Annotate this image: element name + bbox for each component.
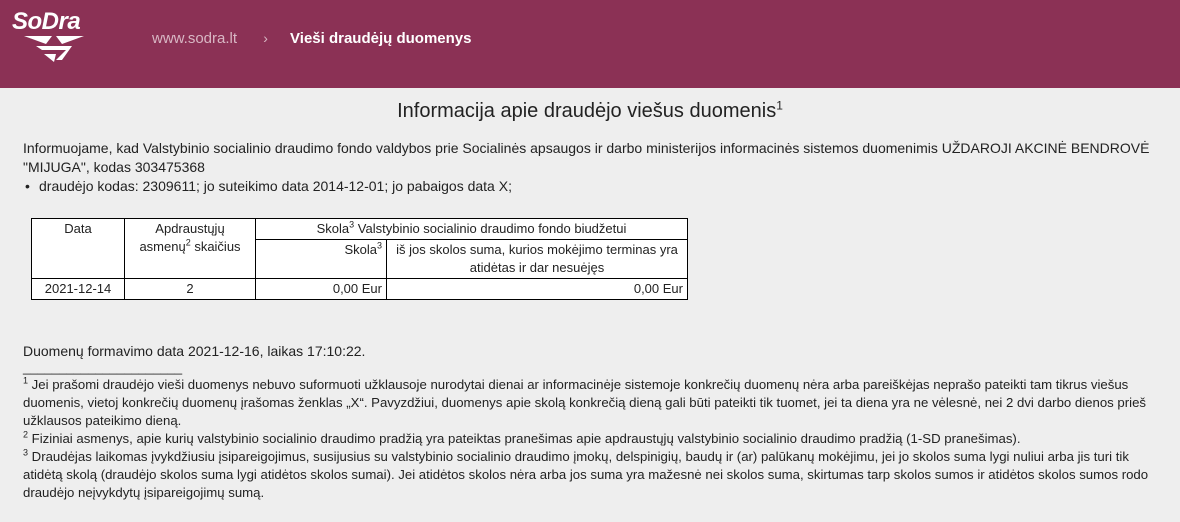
title-footnote-ref: 1	[776, 98, 783, 113]
logo-text: SoDra	[12, 8, 81, 35]
footnote-divider: ______________________	[23, 360, 183, 375]
footnote-2-num: 2	[23, 429, 29, 440]
footnote-3-num: 3	[23, 447, 29, 458]
footnote-3-text: Draudėjas laikomas įvykdžiusiu įsipareigojimus, susijusius su valstybinio socialinio draudimo įmokų, delspinigių, baudų ir (ar) palūkanų mokėjimu, jei jo skolos suma lygi nuliui arba jis turi tik atidėtą skolą (draudėjo skolos suma lygi atidėtos skolos sumai). Jei atidėtos skolos nėra arba jos suma yra mažesnė nei skolos suma, skirtumas tarp skolos sumos ir atidėtos skolos sumos rodo draudėjo neįvykdytų įsipareigojimų sumą.	[23, 449, 1149, 500]
footnote-2-text: Fiziniai asmenys, apie kurių valstybinio socialinio draudimo pradžią yra pateiktas pranešimas apie apdraustųjų valstybinio socialinio draudimo pradžią (1-SD pranešimas).	[28, 431, 1021, 446]
header-date-text: Data	[64, 221, 92, 236]
intro-text: Informuojame, kad Valstybinio socialinio draudimo fondo valdybos prie Socialinės apsaugos ir darbo ministerijos informacinės sistemos duomenimis UŽDAROJI AKCINĖ BENDROVĖ "MIJUGA", kodas 303475368	[23, 140, 1150, 175]
page-title-text: Informacija apie draudėjo viešus duomenis	[397, 100, 777, 122]
header-deferred-text: iš jos skolos suma, kurios mokėjimo terminas yra atidėtas ir dar nesuėjęs	[396, 242, 678, 275]
chevron-right-icon: ›	[263, 30, 268, 46]
debt-table	[31, 218, 688, 300]
breadcrumb-current: Vieši draudėjų duomenys	[290, 30, 472, 47]
cell-date: 2021-12-14	[32, 279, 125, 300]
header-debt-group	[256, 219, 688, 240]
generated-timestamp: Duomenų formavimo data 2021-12-16, laikas 17:10:22.	[23, 343, 366, 359]
header-insured-sup: 2	[185, 237, 191, 248]
logo-emblem-icon	[22, 34, 86, 64]
insurer-code-item	[25, 177, 1157, 196]
insurer-code-text: draudėjo kodas: 2309611; jo suteikimo data 2014-12-01; jo pabaigos data X;	[39, 178, 512, 194]
footnotes	[23, 376, 1157, 502]
footnote-1	[23, 376, 1157, 430]
cell-debt: 0,00 Eur	[256, 279, 387, 300]
table-row	[32, 279, 688, 300]
footnote-2	[23, 430, 1157, 448]
footnote-1-num: 1	[23, 375, 29, 386]
header-deferred	[387, 240, 688, 279]
header-insured-line3: skaičius	[190, 239, 241, 254]
main-content	[0, 100, 1180, 502]
breadcrumb	[152, 30, 472, 47]
header-insured	[125, 219, 256, 279]
footnote-3	[23, 448, 1157, 502]
header-debt-group-sup: 3	[349, 219, 355, 230]
header-insured-line2: asmenų	[139, 239, 186, 254]
header-date	[32, 219, 125, 279]
site-header	[0, 0, 1180, 88]
cell-deferred: 0,00 Eur	[387, 279, 688, 300]
cell-insured: 2	[125, 279, 256, 300]
footnote-1-text: Jei prašomi draudėjo vieši duomenys nebuvo suformuoti užklausoje nurodytai dienai ar informacinėje sistemoje konkrečių duomenų nėra arba pareiškėjas neprašo pateikti tam tikrus viešus duomenis, vietoj konkrečių duomenų įrašomas ženklas „X“. Pavyzdžiui, duomenys apie skolą konkrečią dieną gali būti pateikti tik tuomet, jei ta diena yra ne vėlesnė, nei 2 dvi darbo dienos prieš užklausos pateikimo dieną.	[23, 377, 1147, 428]
breadcrumb-home-link[interactable]: www.sodra.lt	[152, 30, 238, 47]
header-debt	[256, 240, 387, 279]
header-insured-line1: Apdraustųjų	[155, 221, 225, 236]
header-debt-sup: 3	[376, 240, 382, 251]
sodra-logo[interactable]	[12, 8, 92, 68]
header-debt-group-a: Skola	[316, 221, 350, 236]
page-title	[23, 100, 1157, 123]
header-debt-text: Skola	[344, 242, 377, 257]
bullet-icon: •	[25, 178, 30, 194]
header-debt-group-b: Valstybinio socialinio draudimo fondo biudžetui	[354, 221, 627, 236]
